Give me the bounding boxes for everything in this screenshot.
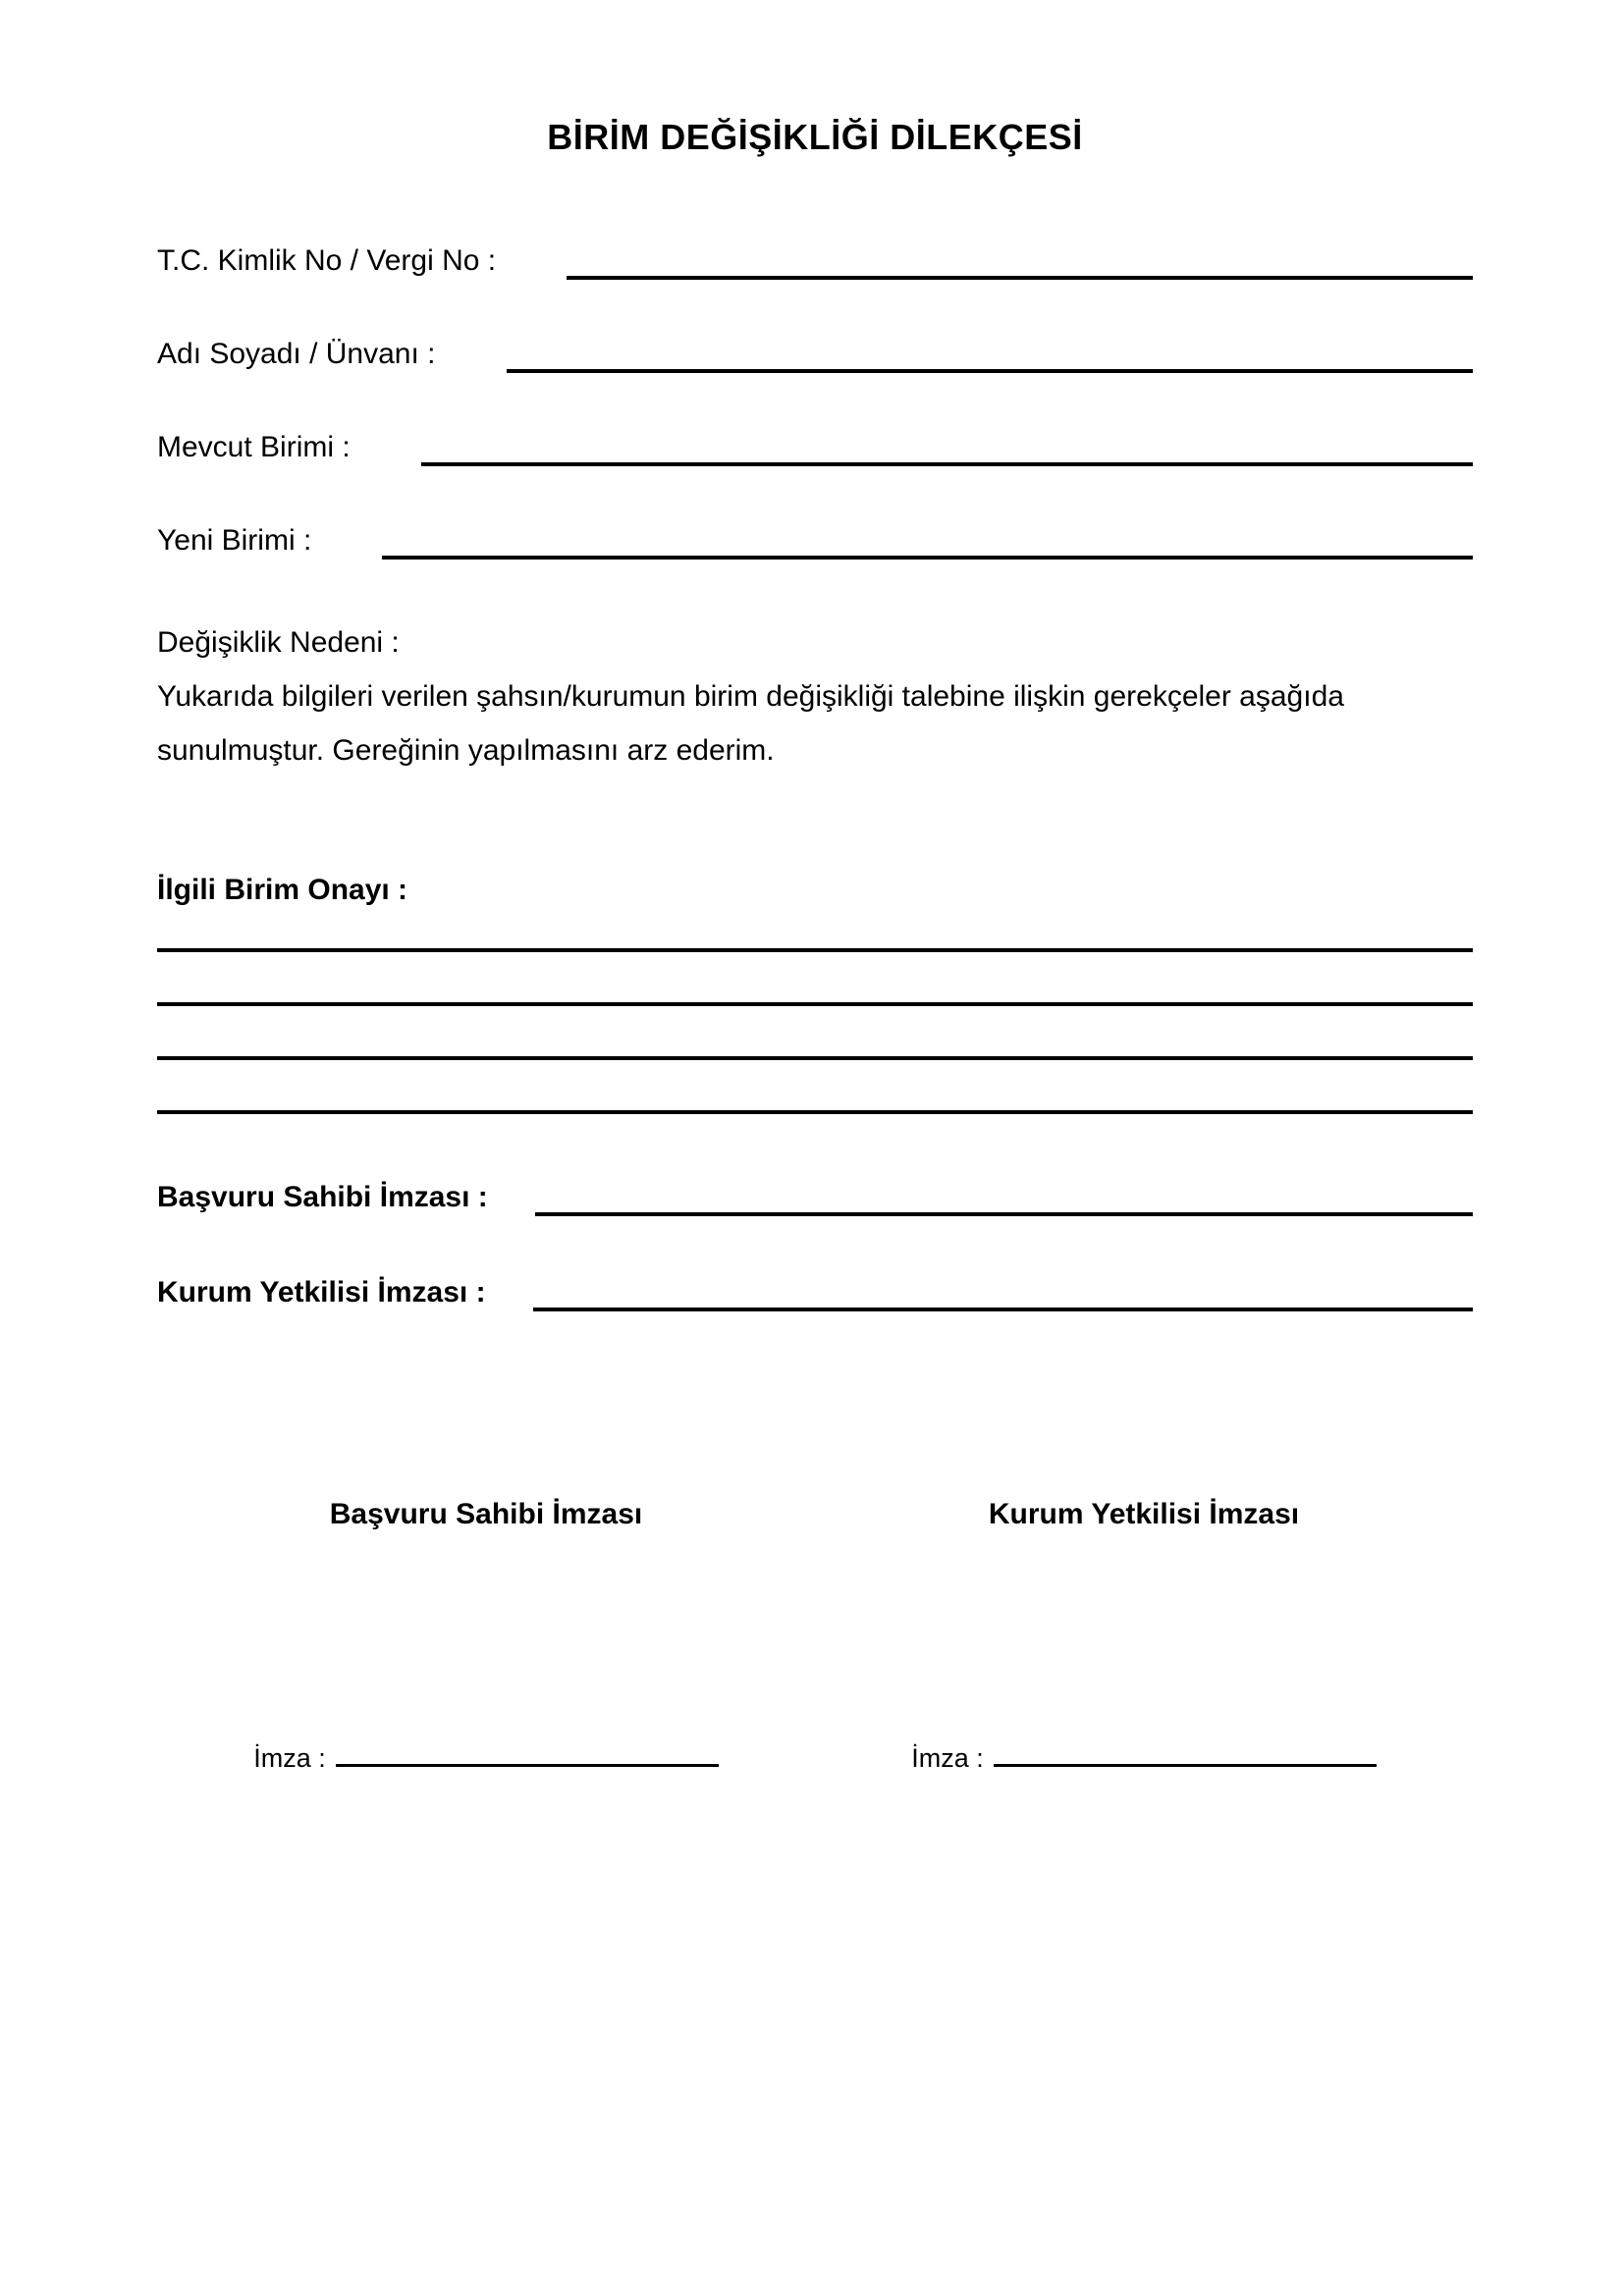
field-row-adi-soyadi bbox=[157, 336, 1473, 373]
form-fields bbox=[157, 242, 1473, 560]
field-input-line-mevcut-birimi[interactable] bbox=[421, 460, 1473, 466]
imza-cell-kurum bbox=[815, 1737, 1473, 1776]
field-label-basvuru-imzasi: Başvuru Sahibi İmzası : bbox=[157, 1181, 488, 1213]
approval-line[interactable] bbox=[157, 1056, 1473, 1060]
field-input-line-adi-soyadi[interactable] bbox=[507, 367, 1474, 373]
reason-text-line-1: Yukarıda bilgileri verilen şahsın/kurumun birim değişikliği talebine ilişkin gerekçeler aşağıda bbox=[157, 680, 1344, 713]
signature-header-basvuru: Başvuru Sahibi İmzası bbox=[329, 1498, 643, 1530]
approval-line[interactable] bbox=[157, 1002, 1473, 1006]
imza-signature-line-kurum[interactable] bbox=[994, 1737, 1377, 1767]
reason-section bbox=[157, 615, 1473, 777]
field-label-kurum-imzasi: Kurum Yetkilisi İmzası : bbox=[157, 1276, 486, 1308]
page-title: BİRİM DEĞİŞİKLİĞİ DİLEKÇESİ bbox=[547, 117, 1083, 157]
field-row-basvuru-imzasi bbox=[157, 1179, 1473, 1216]
field-label-mevcut-birimi: Mevcut Birimi : bbox=[157, 431, 351, 463]
field-row-yeni-birimi bbox=[157, 522, 1473, 560]
imza-label-kurum: İmza : bbox=[911, 1743, 984, 1773]
signature-column-headers bbox=[157, 1496, 1473, 1533]
imza-row bbox=[157, 1737, 1473, 1776]
field-input-line-basvuru-imzasi[interactable] bbox=[535, 1210, 1473, 1216]
field-row-tc-kimlik bbox=[157, 242, 1473, 280]
signature-fields bbox=[157, 1179, 1473, 1311]
approval-line[interactable] bbox=[157, 1110, 1473, 1114]
field-input-line-kurum-imzasi[interactable] bbox=[533, 1306, 1473, 1311]
signature-header-kurum: Kurum Yetkilisi İmzası bbox=[988, 1498, 1300, 1530]
approval-line[interactable] bbox=[157, 948, 1473, 952]
field-label-adi-soyadi: Adı Soyadı / Ünvanı : bbox=[157, 338, 436, 370]
imza-signature-line-basvuru[interactable] bbox=[336, 1737, 719, 1767]
approval-heading: İlgili Birim Onayı : bbox=[157, 874, 408, 906]
approval-blank-lines bbox=[157, 948, 1473, 1114]
field-row-kurum-imzasi bbox=[157, 1274, 1473, 1311]
field-row-mevcut-birimi bbox=[157, 429, 1473, 466]
field-label-yeni-birimi: Yeni Birimi : bbox=[157, 524, 312, 557]
imza-cell-basvuru bbox=[157, 1737, 815, 1776]
imza-label-basvuru: İmza : bbox=[253, 1743, 326, 1773]
field-label-tc-kimlik: T.C. Kimlik No / Vergi No : bbox=[157, 244, 497, 277]
field-input-line-tc-kimlik[interactable] bbox=[567, 274, 1473, 280]
reason-text-line-2: sunulmuştur. Gereğinin yapılmasını arz ederim. bbox=[157, 734, 775, 767]
reason-label: Değişiklik Nedeni : bbox=[157, 626, 400, 659]
field-input-line-yeni-birimi[interactable] bbox=[382, 554, 1473, 560]
